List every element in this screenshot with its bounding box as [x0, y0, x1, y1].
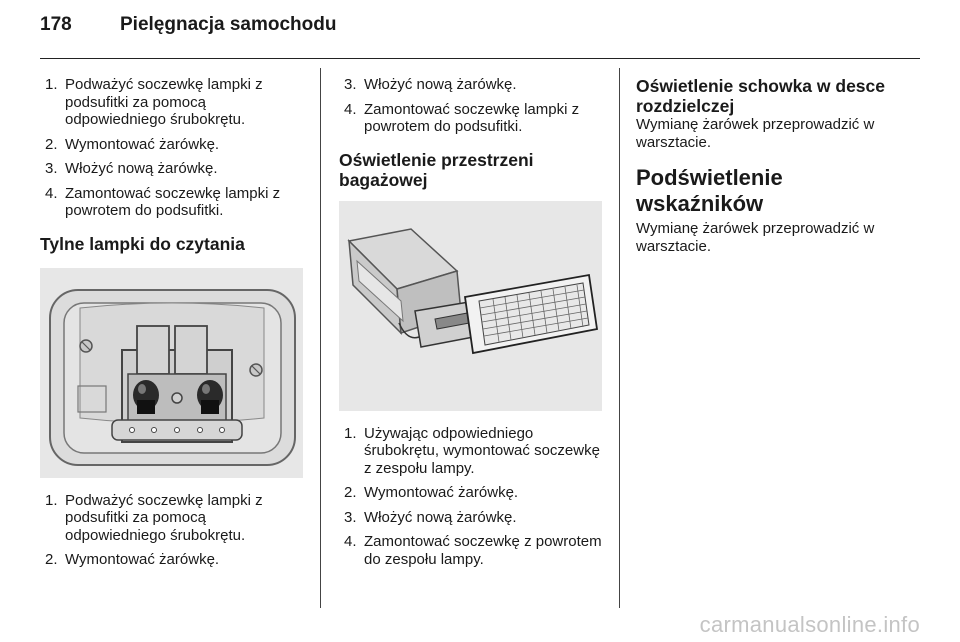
- item-text: Wymontować żarówkę.: [364, 484, 519, 501]
- item-number: 4.: [344, 533, 357, 550]
- item-text: Zamontować soczewkę z powrotem do zespołu lampy.: [364, 533, 602, 568]
- column-divider-2: [619, 68, 620, 608]
- item-number: 2.: [45, 135, 58, 153]
- item-text: Podważyć soczewkę lampki z podsufitki za pomocą odpowiedniego śrubokrętu.: [65, 491, 263, 544]
- glovebox-text: Wymianę żarówek przeprowadzić w warsztacie.: [636, 116, 875, 151]
- column-3: [636, 76, 908, 255]
- section-heading-rear-reading-lamps: Tylne lampki do czytania: [40, 233, 245, 254]
- item-number: 3.: [344, 76, 357, 93]
- item-text: Zamontować soczewkę lampki z powrotem do podsufitki.: [65, 184, 281, 219]
- item-text: Zamontować soczewkę lampki z powrotem do podsufitki.: [364, 100, 580, 135]
- item-number: 4.: [344, 100, 357, 118]
- item-text: Wymontować żarówkę.: [65, 551, 220, 568]
- steps-list-continued: [339, 76, 605, 136]
- item-number: 3.: [45, 160, 58, 177]
- section-heading-instrument-illumination: Podświetlenie wskaźników: [636, 165, 783, 216]
- item-text: Używając odpowiedniego śrubokrętu, wymontować soczewkę z zespołu lampy.: [364, 424, 600, 477]
- list-item: [339, 425, 605, 478]
- list-item: [40, 492, 306, 545]
- item-text: Włożyć nową żarówkę.: [364, 76, 517, 93]
- luggage-lamp-figure: [339, 201, 602, 411]
- list-item: [339, 101, 605, 136]
- item-text: Włożyć nową żarówkę.: [65, 160, 218, 177]
- steps-list-podsufitka: [40, 76, 306, 220]
- steps-list-luggage: [339, 425, 605, 569]
- header-rule: [40, 58, 920, 59]
- column-2: [339, 76, 605, 575]
- list-item: [339, 533, 605, 568]
- item-number: 2.: [344, 484, 357, 501]
- rear-reading-lamps-figure: [40, 268, 303, 478]
- list-item: [40, 76, 306, 129]
- column-divider-1: [320, 68, 321, 608]
- rear-reading-lamps-illustration: [40, 268, 303, 478]
- watermark: carmanualsonline.info: [699, 612, 920, 637]
- item-number: 3.: [344, 508, 357, 526]
- item-number: 4.: [45, 184, 58, 202]
- item-number: 2.: [45, 551, 58, 568]
- item-text: Włożyć nową żarówkę.: [364, 508, 517, 526]
- luggage-lamp-illustration: [339, 201, 602, 411]
- column-1: [40, 76, 306, 576]
- item-number: 1.: [45, 491, 58, 509]
- list-item: [339, 76, 605, 94]
- item-number: 1.: [45, 76, 58, 93]
- item-text: Wymontować żarówkę.: [65, 135, 220, 153]
- instrument-text: Wymianę żarówek przeprowadzić w warsztacie.: [636, 220, 875, 255]
- list-item: [339, 509, 605, 527]
- item-number: 1.: [344, 424, 357, 442]
- list-item: [40, 551, 306, 569]
- page-number: 178: [40, 14, 72, 35]
- steps-list-rear-lamps: [40, 492, 306, 569]
- list-item: [339, 484, 605, 502]
- list-item: [40, 185, 306, 220]
- section-heading-glovebox-lighting: Oświetlenie schowka w desce rozdzielczej: [636, 76, 885, 116]
- item-text: Podważyć soczewkę lampki z podsufitki za pomocą odpowiedniego śrubokrętu.: [65, 76, 263, 128]
- list-item: [40, 160, 306, 178]
- list-item: [40, 136, 306, 154]
- section-heading-luggage-lighting: Oświetlenie przestrzeni bagażowej: [339, 149, 534, 190]
- page-title: Pielęgnacja samochodu: [120, 14, 337, 35]
- page-header: [40, 14, 336, 36]
